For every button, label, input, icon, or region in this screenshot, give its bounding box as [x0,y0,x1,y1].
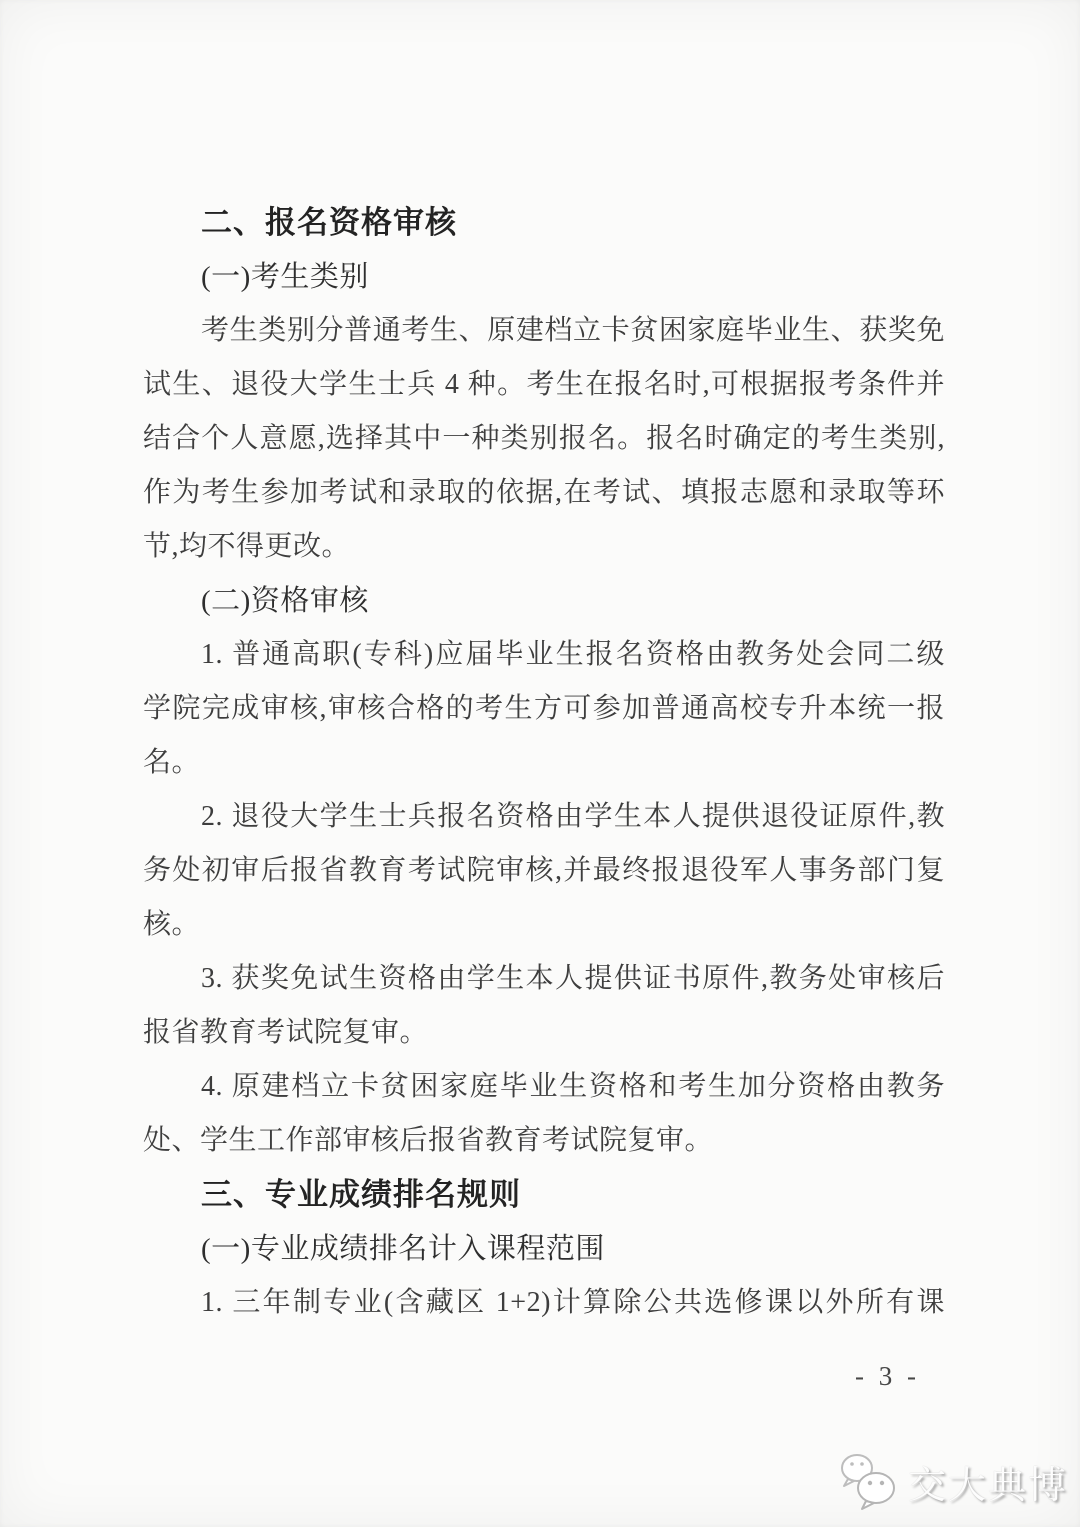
body-line: 处、学生工作部审核后报省教育考试院复审。 [143,1125,714,1156]
watermark-badge [836,1446,1068,1516]
wechat-bubbles-icon [836,1450,900,1512]
body-line: 学院完成审核,审核合格的考生方可参加普通高校专升本统一报 [143,693,945,724]
subheading-line: (二)资格审核 [201,585,369,617]
body-line: 报省教育考试院复审。 [143,1017,429,1048]
document-body [143,196,945,1330]
body-line: 试生、退役大学生士兵 4 种。考生在报名时,可根据报考条件并 [143,369,945,400]
body-line: 考生类别分普通考生、原建档立卡贫困家庭毕业生、获奖免 [201,315,945,346]
body-line: 作为考生参加考试和录取的依据,在考试、填报志愿和录取等环 [143,477,945,508]
body-line: 1. 三年制专业(含藏区 1+2)计算除公共选修课以外所有课 [201,1287,945,1318]
subheading-line: (一)考生类别 [201,261,369,293]
body-line: 节,均不得更改。 [143,531,351,562]
watermark-label: 交大典博 [907,1464,1068,1507]
heading-line: 二、报名资格审核 [201,205,457,240]
body-line: 结合个人意愿,选择其中一种类别报名。报名时确定的考生类别, [143,423,945,454]
body-line: 核。 [143,909,201,940]
body-line: 名。 [143,747,201,778]
body-line: 4. 原建档立卡贫困家庭毕业生资格和考生加分资格由教务 [201,1071,945,1102]
body-line: 2. 退役大学生士兵报名资格由学生本人提供退役证原件,教 [201,801,945,832]
body-line: 3. 获奖免试生资格由学生本人提供证书原件,教务处审核后 [201,963,945,994]
heading-line: 三、专业成绩排名规则 [201,1177,521,1212]
page-number: - 3 - [855,1361,920,1391]
body-line: 务处初审后报省教育考试院审核,并最终报退役军人事务部门复 [143,855,945,886]
body-line: 1. 普通高职(专科)应届毕业生报名资格由教务处会同二级 [201,639,945,670]
subheading-line: (一)专业成绩排名计入课程范围 [201,1233,605,1265]
